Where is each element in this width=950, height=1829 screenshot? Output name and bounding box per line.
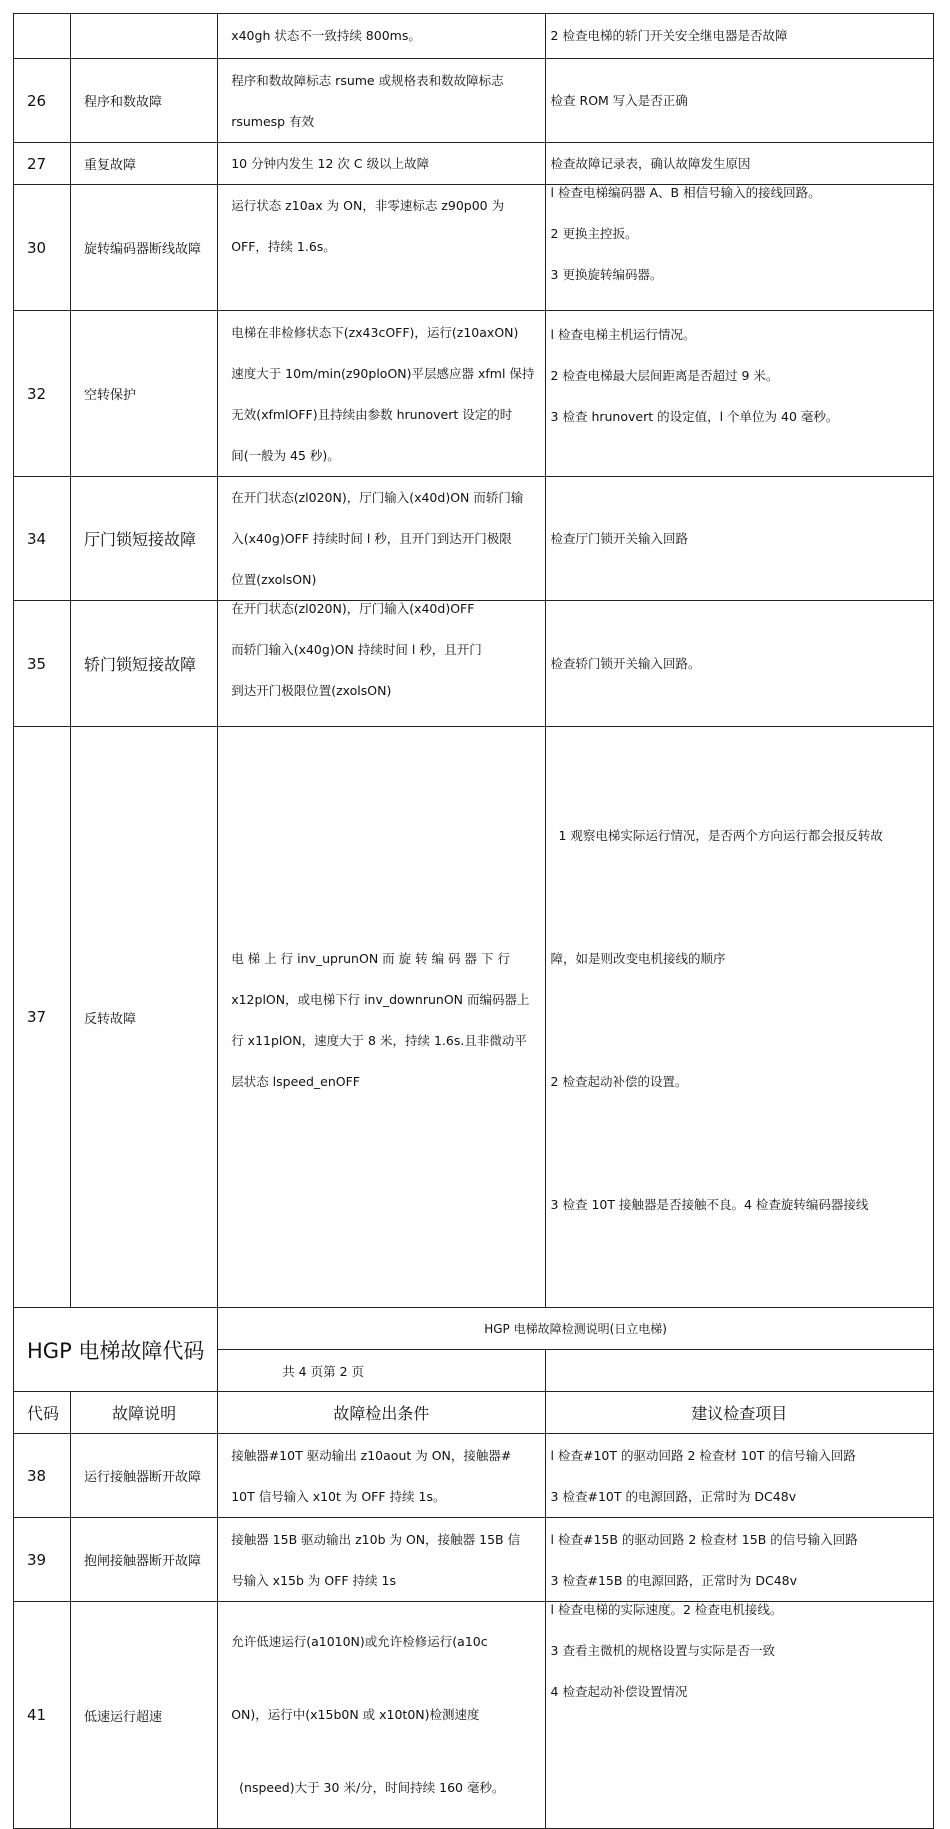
- fault-description: 抱闸接触器断开故障: [71, 1518, 218, 1602]
- check-line: 1 观察电梯实际运行情况，是否两个方向运行都会报反转故: [550, 828, 883, 843]
- fault-description: 反转故障: [71, 727, 218, 1308]
- condition-line: 间(一般为 45 秒)。: [231, 447, 340, 463]
- suggested-check: [545, 1518, 933, 1602]
- check-line: 3 检查#10T 的电源回路，正常时为 DC48v: [550, 1488, 797, 1504]
- suggested-check: [545, 14, 933, 59]
- fault-code: 27: [14, 143, 71, 185]
- fault-code-table: [13, 13, 934, 1829]
- check-line: l 检查电梯编码器 A、B 相信号输入的接线回路。: [550, 185, 821, 200]
- condition-line: ON)，运行中(x15b0N 或 x10t0N)检测速度: [231, 1707, 480, 1722]
- condition-line: 在开门状态(zl020N)，厅门输入(x40d)OFF: [231, 601, 475, 616]
- condition-line: 无效(xfmlOFF)且持续由参数 hrunovert 设定的时: [231, 406, 513, 422]
- check-line: 2 更换主控扳。: [550, 226, 638, 241]
- fault-code: 39: [14, 1518, 71, 1602]
- detection-condition: [218, 1602, 545, 1829]
- condition-line: 位置(zxolsON): [231, 572, 317, 587]
- fault-code: 32: [14, 311, 71, 477]
- detection-condition: [218, 185, 545, 311]
- section-title: HGP 电梯故障代码: [14, 1308, 218, 1392]
- check-line: l 检查#15B 的驱动回路 2 检查材 15B 的信号输入回路: [550, 1531, 858, 1547]
- detection-condition: [218, 143, 545, 185]
- condition-line: 在开门状态(zl020N)，厅门输入(x40d)ON 而轿门输: [231, 490, 524, 505]
- detection-condition: [218, 601, 545, 727]
- suggested-check: [545, 311, 933, 477]
- table-row: [14, 185, 934, 311]
- fault-description: 低速运行超速: [71, 1602, 218, 1829]
- check-line: 检查厅门锁开关输入回路: [550, 531, 689, 546]
- suggested-check: [545, 143, 933, 185]
- fault-code: 35: [14, 601, 71, 727]
- table-row: [14, 59, 934, 143]
- table-row: [14, 311, 934, 477]
- table-row: [14, 1434, 934, 1518]
- fault-code: 30: [14, 185, 71, 311]
- condition-line: 10 分钟内发生 12 次 C 级以上故障: [231, 156, 430, 171]
- condition-line: 运行状态 z10ax 为 ON，非零速标志 z90p00 为: [231, 198, 505, 213]
- fault-description: 厅门锁短接故障: [71, 477, 218, 601]
- table-row: [14, 1602, 934, 1829]
- suggested-check: [545, 1602, 933, 1829]
- suggested-check: [545, 727, 933, 1308]
- condition-line: 速度大于 10m/min(z90ploON)平层感应器 xfml 保持: [231, 365, 535, 381]
- header-condition: 故障检出条件: [218, 1392, 545, 1434]
- condition-line: rsumesp 有效: [231, 113, 315, 129]
- suggested-check: [545, 601, 933, 727]
- table-row: [14, 1518, 934, 1602]
- check-line: 障，如是则改变电机接线的顺序: [550, 951, 726, 966]
- condition-line: 电 梯 上 行 inv_uprunON 而 旋 转 编 码 器 下 行: [231, 951, 510, 966]
- check-line: 2 检查电梯的轿门开关安全继电器是否故障: [550, 28, 788, 43]
- check-line: 3 检查#15B 的电源回路，正常时为 DC48v: [550, 1572, 798, 1588]
- check-line: 检查轿门锁开关输入回路。: [550, 656, 701, 671]
- header-check: 建议检查项目: [545, 1392, 933, 1434]
- empty-cell: [545, 1350, 933, 1392]
- page-info: 共 4 页第 2 页: [218, 1350, 545, 1392]
- check-line: 检查 ROM 写入是否正确: [550, 93, 688, 108]
- section-subtitle: HGP 电梯故障检测说明(日立电梯): [218, 1308, 934, 1350]
- detection-condition: [218, 311, 545, 477]
- table-row: [14, 601, 934, 727]
- suggested-check: [545, 477, 933, 601]
- table-row: [14, 14, 934, 59]
- condition-line: 到达开门极限位置(zxolsON): [231, 683, 392, 698]
- fault-code: 37: [14, 727, 71, 1308]
- check-line: 3 检查 10T 接触器是否接触不良。4 检查旋转编码器接线: [550, 1197, 869, 1212]
- condition-line: 接触器#10T 驱动输出 z10aout 为 ON，接触器#: [231, 1447, 512, 1463]
- table-row: [14, 477, 934, 601]
- check-line: 3 检查 hrunovert 的设定值，l 个单位为 40 毫秒。: [550, 409, 839, 424]
- check-line: 2 检查起动补偿的设置。: [550, 1074, 688, 1089]
- fault-description: 运行接触器断开故障: [71, 1434, 218, 1518]
- section-header-row: [14, 1308, 934, 1350]
- condition-line: 程序和数故障标志 rsume 或规格表和数故障标志: [231, 72, 504, 88]
- check-line: 2 检查电梯最大层间距离是否超过 9 米。: [550, 368, 779, 383]
- fault-code: 34: [14, 477, 71, 601]
- fault-code: 41: [14, 1602, 71, 1829]
- condition-line: 10T 信号输入 x10t 为 OFF 持续 1s。: [231, 1488, 446, 1504]
- check-line: l 检查电梯的实际速度。2 检查电机接线。: [550, 1602, 783, 1617]
- fault-description: 程序和数故障: [71, 59, 218, 143]
- fault-description: [71, 14, 218, 59]
- header-description: 故障说明: [71, 1392, 218, 1434]
- condition-line: 电梯在非检修状态下(zx43cOFF)，运行(z10axON): [231, 324, 519, 340]
- table-row: [14, 727, 934, 1308]
- condition-line: 层状态 lspeed_enOFF: [231, 1074, 360, 1089]
- condition-line: 号输入 x15b 为 OFF 持续 1s: [231, 1572, 396, 1588]
- condition-line: x12plON，或电梯下行 inv_downrunON 而编码器上: [231, 992, 530, 1007]
- header-code: 代码: [14, 1392, 71, 1434]
- condition-line: 接触器 15B 驱动输出 z10b 为 ON，接触器 15B 信: [231, 1531, 521, 1547]
- fault-code: 26: [14, 59, 71, 143]
- fault-code: 38: [14, 1434, 71, 1518]
- check-line: 4 检查起动补偿设置情况: [550, 1684, 688, 1699]
- condition-line: 允许低速运行(a1010N)或允许检修运行(a10c: [231, 1634, 488, 1649]
- fault-description: 重复故障: [71, 143, 218, 185]
- condition-line: x40gh 状态不一致持续 800ms。: [231, 28, 421, 43]
- detection-condition: [218, 59, 545, 143]
- condition-line: OFF，持续 1.6s。: [231, 239, 336, 254]
- fault-description: 空转保护: [71, 311, 218, 477]
- detection-condition: [218, 477, 545, 601]
- check-line: 3 查看主微机的规格设置与实际是否一致: [550, 1643, 775, 1658]
- check-line: 3 更换旋转编码器。: [550, 267, 663, 282]
- fault-code: [14, 14, 71, 59]
- check-line: l 检查#10T 的驱动回路 2 检查材 10T 的信号输入回路: [550, 1447, 856, 1463]
- fault-description: 轿门锁短接故障: [71, 601, 218, 727]
- condition-line: 入(x40g)OFF 持续时间 l 秒，且开门到达开门极限: [231, 531, 512, 546]
- condition-line: 而轿门输入(x40g)ON 持续时间 l 秒，且开门: [231, 642, 482, 657]
- suggested-check: [545, 59, 933, 143]
- detection-condition: [218, 727, 545, 1308]
- table-row: [14, 143, 934, 185]
- suggested-check: [545, 185, 933, 311]
- condition-line: (nspeed)大于 30 米/分，时间持续 160 毫秒。: [231, 1780, 505, 1795]
- suggested-check: [545, 1434, 933, 1518]
- column-header-row: [14, 1392, 934, 1434]
- check-line: 检查故障记录表，确认故障发生原因: [550, 156, 751, 171]
- check-line: l 检查电梯主机运行情况。: [550, 327, 696, 342]
- detection-condition: [218, 1434, 545, 1518]
- detection-condition: [218, 14, 545, 59]
- condition-line: 行 x11plON，速度大于 8 米，持续 1.6s.且非微动平: [231, 1033, 527, 1048]
- detection-condition: [218, 1518, 545, 1602]
- fault-description: 旋转编码器断线故障: [71, 185, 218, 311]
